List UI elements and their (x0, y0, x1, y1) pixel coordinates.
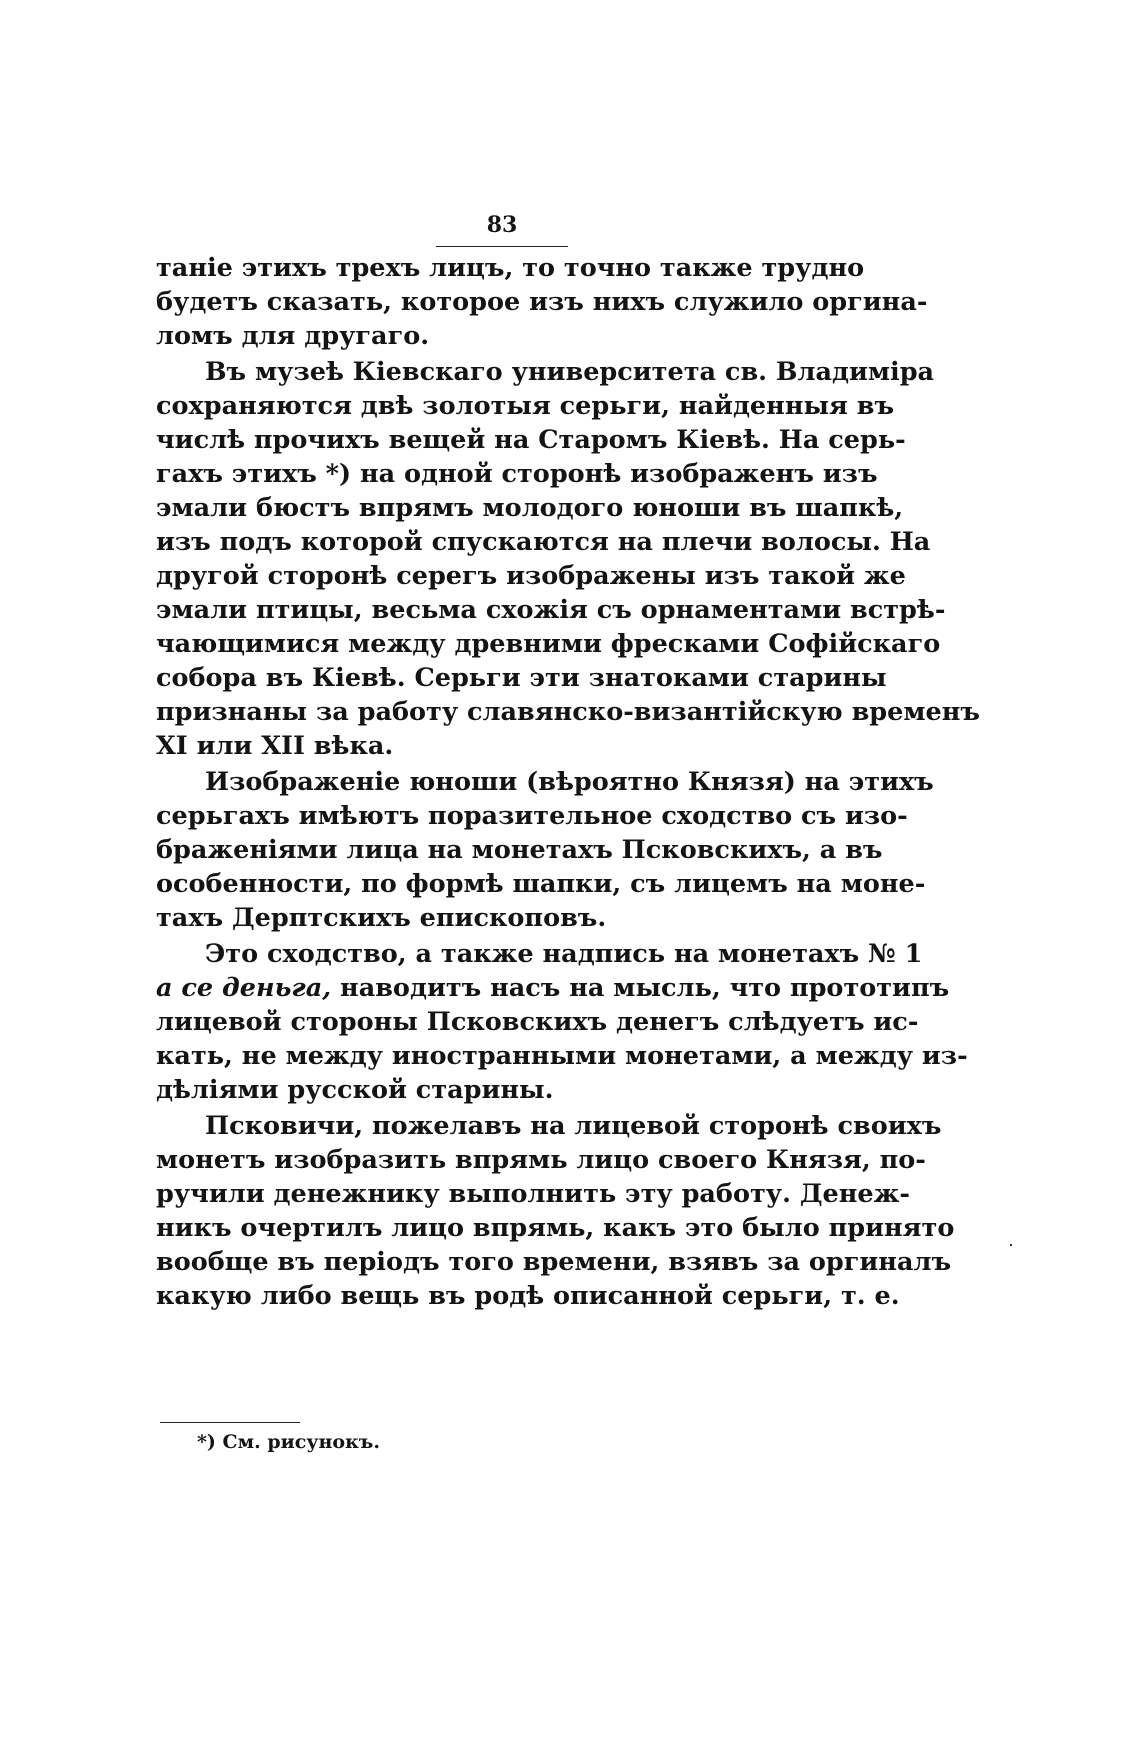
text-line: эмали птицы, весьма схожія съ орнаментами встрѣ- (156, 595, 946, 625)
page-number-rule (436, 246, 568, 247)
text-line: браженіями лица на монетахъ Псковскихъ, а въ (156, 835, 883, 865)
footnote-rule (160, 1422, 300, 1423)
text-line: дѣліями русской старины. (156, 1075, 554, 1105)
text-line: признаны за работу славянско-византійскую временъ (156, 697, 980, 727)
text-line: кать, не между иностранными монетами, а между из- (156, 1041, 968, 1071)
text-line: Изображеніе юноши (вѣроятно Князя) на этихъ (205, 767, 934, 797)
text-line: Псковичи, пожелавъ на лицевой сторонѣ своихъ (205, 1111, 942, 1141)
text-line: серьгахъ имѣютъ поразительное сходство съ изо- (156, 801, 908, 831)
text-line-rest: наводитъ насъ на мысль, что прототипъ (340, 973, 950, 1003)
text-line: особенности, по формѣ шапки, съ лицемъ на моне- (156, 869, 926, 899)
text-line: эмали бюстъ впрямъ молодого юноши въ шапкѣ, (156, 493, 904, 523)
text-line: тахъ Дерптскихъ епископовъ. (156, 903, 607, 933)
footnote: *) См. рисунокъ. (197, 1431, 380, 1453)
text-line: гахъ этихъ *) на одной сторонѣ изображенъ изъ (156, 459, 878, 489)
text-line: Это сходство, а также надпись на монетахъ № 1 (205, 939, 923, 969)
text-line: лицевой стороны Псковскихъ денегъ слѣдуетъ ис- (156, 1007, 919, 1037)
text-line: никъ очертилъ лицо впрямь, какъ это было принято (156, 1213, 955, 1243)
text-line: ломъ для другаго. (156, 321, 430, 351)
text-line: собора въ Кіевѣ. Серьги эти знатоками старины (156, 663, 887, 693)
text-line: Въ музеѣ Кіевскаго университета св. Владиміра (205, 357, 935, 387)
text-line: ручили денежнику выполнить эту работу. Денеж- (156, 1179, 910, 1209)
text-line: таніе этихъ трехъ лицъ, то точно также трудно (156, 253, 865, 283)
text-line: монетъ изобразить впрямь лицо своего Князя, по- (156, 1145, 926, 1175)
scan-speck (1010, 1244, 1012, 1246)
text-line: будетъ сказать, которое изъ нихъ служило оргина- (156, 287, 928, 317)
text-line: сохраняются двѣ золотыя серьги, найденныя въ (156, 391, 895, 421)
page-number: 83 (486, 212, 518, 238)
text-line: чающимися между древними фресками Софійскаго (156, 629, 941, 659)
text-line: XI или XII вѣка. (156, 731, 394, 761)
italic-phrase: а се деньга, (156, 973, 332, 1003)
text-line: другой сторонѣ серегъ изображены изъ такой же (156, 561, 906, 591)
text-line: вообще въ періодъ того времени, взявъ за оргиналъ (156, 1247, 952, 1277)
text-line: числѣ прочихъ вещей на Старомъ Кіевѣ. На серь- (156, 425, 906, 455)
text-line: какую либо вещь въ родѣ описанной серьги, т. е. (156, 1281, 900, 1311)
text-line: изъ подъ которой спускаются на плечи волосы. На (156, 527, 931, 557)
